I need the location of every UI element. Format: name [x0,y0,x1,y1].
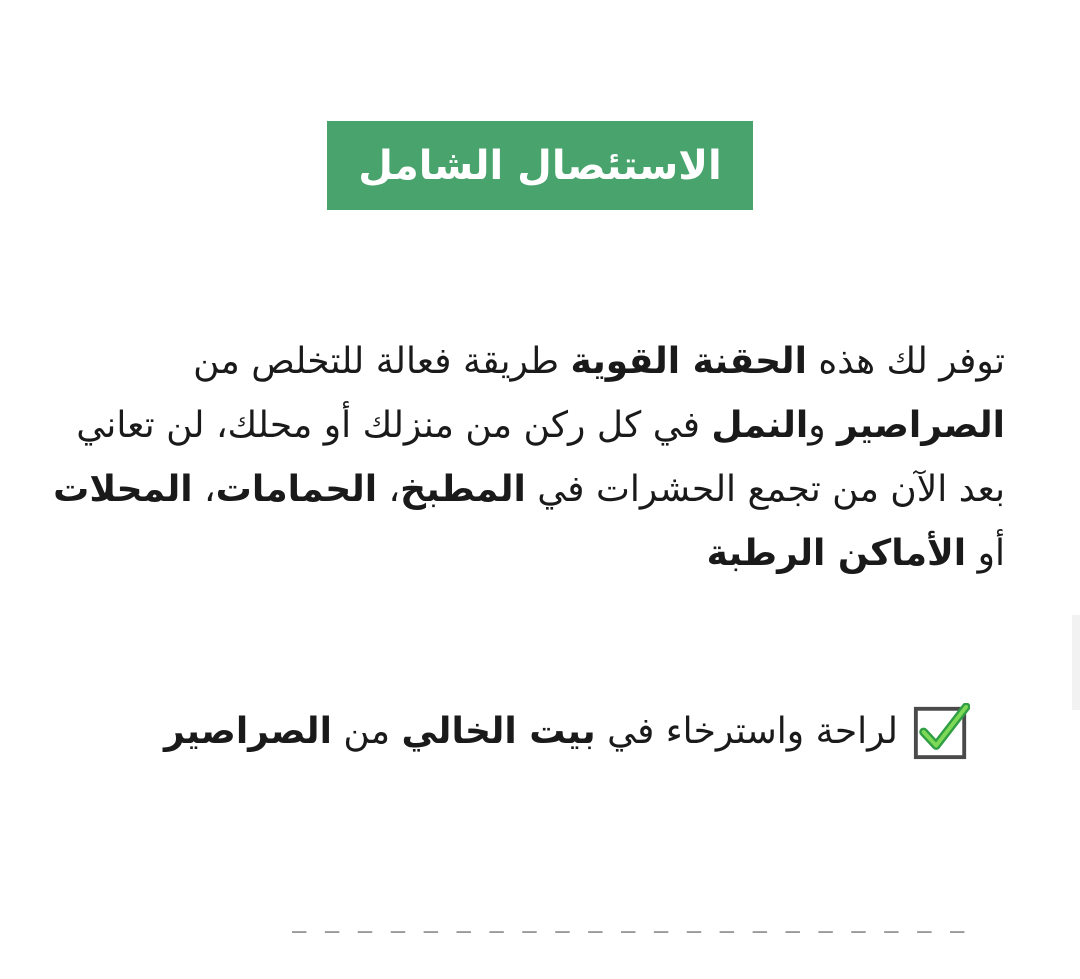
benefit-bold-text: بيت الخالي [401,711,596,752]
page-title: الاستئصال الشامل [358,142,722,189]
benefit-text [164,700,898,764]
description-bold-text: المحلات [53,469,193,510]
edge-mark [1072,615,1080,710]
description-bold-text: الصراصير [837,405,1005,446]
description-bold-text: النمل [711,405,809,446]
description-bold-text: الحمامات [215,469,378,510]
dashed-separator: _ _ _ _ _ _ _ _ _ _ _ _ _ _ _ _ _ _ _ _ _ [292,905,967,933]
description-text: في كل ركن من منزلك أو محلك، لن تعاني بعد الآن من تجمع الحشرات في [76,405,1005,510]
title-badge [327,121,753,210]
description-bold-text: المطبخ [400,469,526,510]
description-bold-text: الحقنة القوية [570,341,807,382]
description-text: و [808,405,838,446]
benefit-bold-text: الصراصير [163,711,332,752]
description-paragraph [45,330,1005,586]
description-text: طريقة فعالة للتخلص من [193,341,571,382]
description-bold-text: الأماكن الرطبة [706,533,967,574]
checkbox-checked-icon [912,703,970,761]
description-text: أو [966,533,1005,574]
description-text: ، [192,469,216,510]
description-text: ، [377,469,401,510]
description-text: توفر لك هذه [806,341,1005,382]
benefit-text-part: من [331,711,402,752]
benefit-line [110,700,970,764]
benefit-text-part: لراحة واسترخاء في [595,711,898,752]
